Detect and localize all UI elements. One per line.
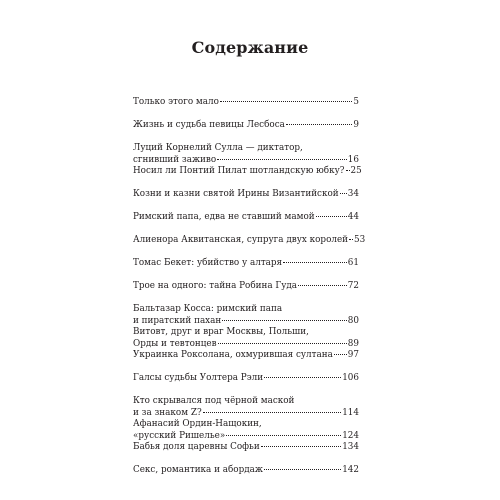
dot-leader <box>261 446 341 447</box>
dot-leader <box>346 170 350 171</box>
toc-entry <box>133 465 359 477</box>
dot-leader <box>220 101 352 102</box>
toc-entry-title: Секс, романтика и абордаж <box>133 465 263 475</box>
toc-entry <box>133 281 359 293</box>
toc-page-number: 53 <box>354 235 366 245</box>
toc-entry-title: и пиратский пахан <box>133 315 222 326</box>
dot-leader <box>264 377 341 378</box>
toc-entry-line <box>133 166 362 178</box>
toc-entry <box>133 212 359 224</box>
toc-entry-line <box>133 316 359 328</box>
toc-page-number: 97 <box>347 350 359 360</box>
toc-page-number: 34 <box>347 189 359 199</box>
toc-entry <box>133 419 359 442</box>
toc-entry-title: Только этого мало <box>133 97 219 107</box>
toc-entry <box>133 396 359 419</box>
toc-page-number: 25 <box>350 166 362 176</box>
toc-entry-line <box>133 419 359 431</box>
toc-entry-line <box>133 258 359 270</box>
toc-entry-line <box>133 97 359 109</box>
dot-leader <box>218 343 347 344</box>
toc-entry-title: сгнивший заживо <box>133 154 217 165</box>
toc-page-number: 5 <box>353 97 359 107</box>
dot-leader <box>203 412 342 413</box>
toc-entry-line <box>133 442 359 454</box>
toc-page-number: 44 <box>347 212 359 222</box>
toc-entry-line <box>133 304 359 316</box>
toc-entry-title: Галсы судьбы Уолтера Рэли <box>133 373 264 383</box>
toc-entry <box>133 235 366 247</box>
dot-leader <box>222 320 347 321</box>
toc-entry-line <box>133 339 359 351</box>
toc-entry-line <box>133 431 359 443</box>
toc-entry <box>133 189 359 201</box>
toc-entry-title: «русский Ришелье» <box>133 430 226 441</box>
toc-page-number: 9 <box>353 120 359 130</box>
toc-entry-title: Трое на одного: тайна Робина Гуда <box>133 281 298 291</box>
dot-leader <box>340 193 347 194</box>
toc-entry-line <box>133 350 359 362</box>
toc-entry <box>133 258 359 270</box>
toc-page-number: 16 <box>347 154 359 165</box>
toc-entry-title: Украинка Роксолана, охмурившая султана <box>133 350 333 360</box>
toc-entry <box>133 166 362 178</box>
toc-entry-title: Носил ли Понтий Пилат шотландскую юбку? <box>133 166 345 176</box>
toc-entry-line <box>133 396 359 408</box>
toc-entry <box>133 373 359 385</box>
toc-page-number: 134 <box>342 442 359 452</box>
toc-entry-line <box>133 143 359 155</box>
toc-page-number: 106 <box>342 373 359 383</box>
dot-leader <box>217 159 347 160</box>
toc-entry-line <box>133 465 359 477</box>
toc-entry-title: Витовт, друг и враг Москвы, Польши, <box>133 327 309 337</box>
toc-entry-line <box>133 408 359 420</box>
dot-leader <box>264 469 341 470</box>
toc-entry-title: Алиенора Аквитанская, супруга двух королей <box>133 235 349 245</box>
toc-entry-title: Жизнь и судьба певицы Лесбоса <box>133 120 285 130</box>
toc-page-number: 142 <box>342 465 359 475</box>
toc-entry-line <box>133 212 359 224</box>
toc-entry-title: Томас Бекет: убийство у алтаря <box>133 258 283 268</box>
dot-leader <box>334 354 347 355</box>
toc-entry-title: Козни и казни святой Ирины Византийской <box>133 189 339 199</box>
toc-entry-title: и за знаком Z? <box>133 407 202 418</box>
toc-entry-line <box>133 281 359 293</box>
toc-entry-line <box>133 373 359 385</box>
dot-leader <box>316 216 347 217</box>
toc-entry <box>133 120 359 132</box>
dot-leader <box>286 124 353 125</box>
toc-page-number: 80 <box>347 315 359 326</box>
dot-leader <box>226 435 341 436</box>
toc-entry <box>133 442 359 454</box>
toc-entry-line <box>133 120 359 132</box>
toc-entry <box>133 143 359 166</box>
toc-entry-title: Кто скрывался под чёрной маской <box>133 396 295 406</box>
toc-page-number: 72 <box>347 281 359 291</box>
toc-entry <box>133 350 359 362</box>
toc-entry-line <box>133 235 366 247</box>
toc-entry <box>133 327 359 350</box>
toc-page-number: 124 <box>342 430 359 441</box>
toc-entry-title: Римский папа, едва не ставший мамой <box>133 212 315 222</box>
dot-leader <box>283 262 347 263</box>
toc-entry-line <box>133 155 359 167</box>
toc-entry-title: Бальтазар Косса: римский папа <box>133 304 283 314</box>
toc-page-number: 89 <box>347 338 359 349</box>
toc-entry-title: Афанасий Ордин-Нащокин, <box>133 419 262 429</box>
toc-entry <box>133 97 359 109</box>
toc-page-number: 61 <box>347 258 359 268</box>
toc-entry-title: Орды и тевтонцев <box>133 338 217 349</box>
toc-entry-title: Бабья доля царевны Софьи <box>133 442 260 452</box>
dot-leader <box>349 239 353 240</box>
page-title: Содержание <box>191 38 309 57</box>
toc-entry <box>133 304 359 327</box>
toc-entry-line <box>133 189 359 201</box>
toc-page-number: 114 <box>342 407 359 418</box>
dot-leader <box>298 285 347 286</box>
toc-entry-title: Луций Корнелий Сулла — диктатор, <box>133 143 303 153</box>
toc-entry-line <box>133 327 359 339</box>
